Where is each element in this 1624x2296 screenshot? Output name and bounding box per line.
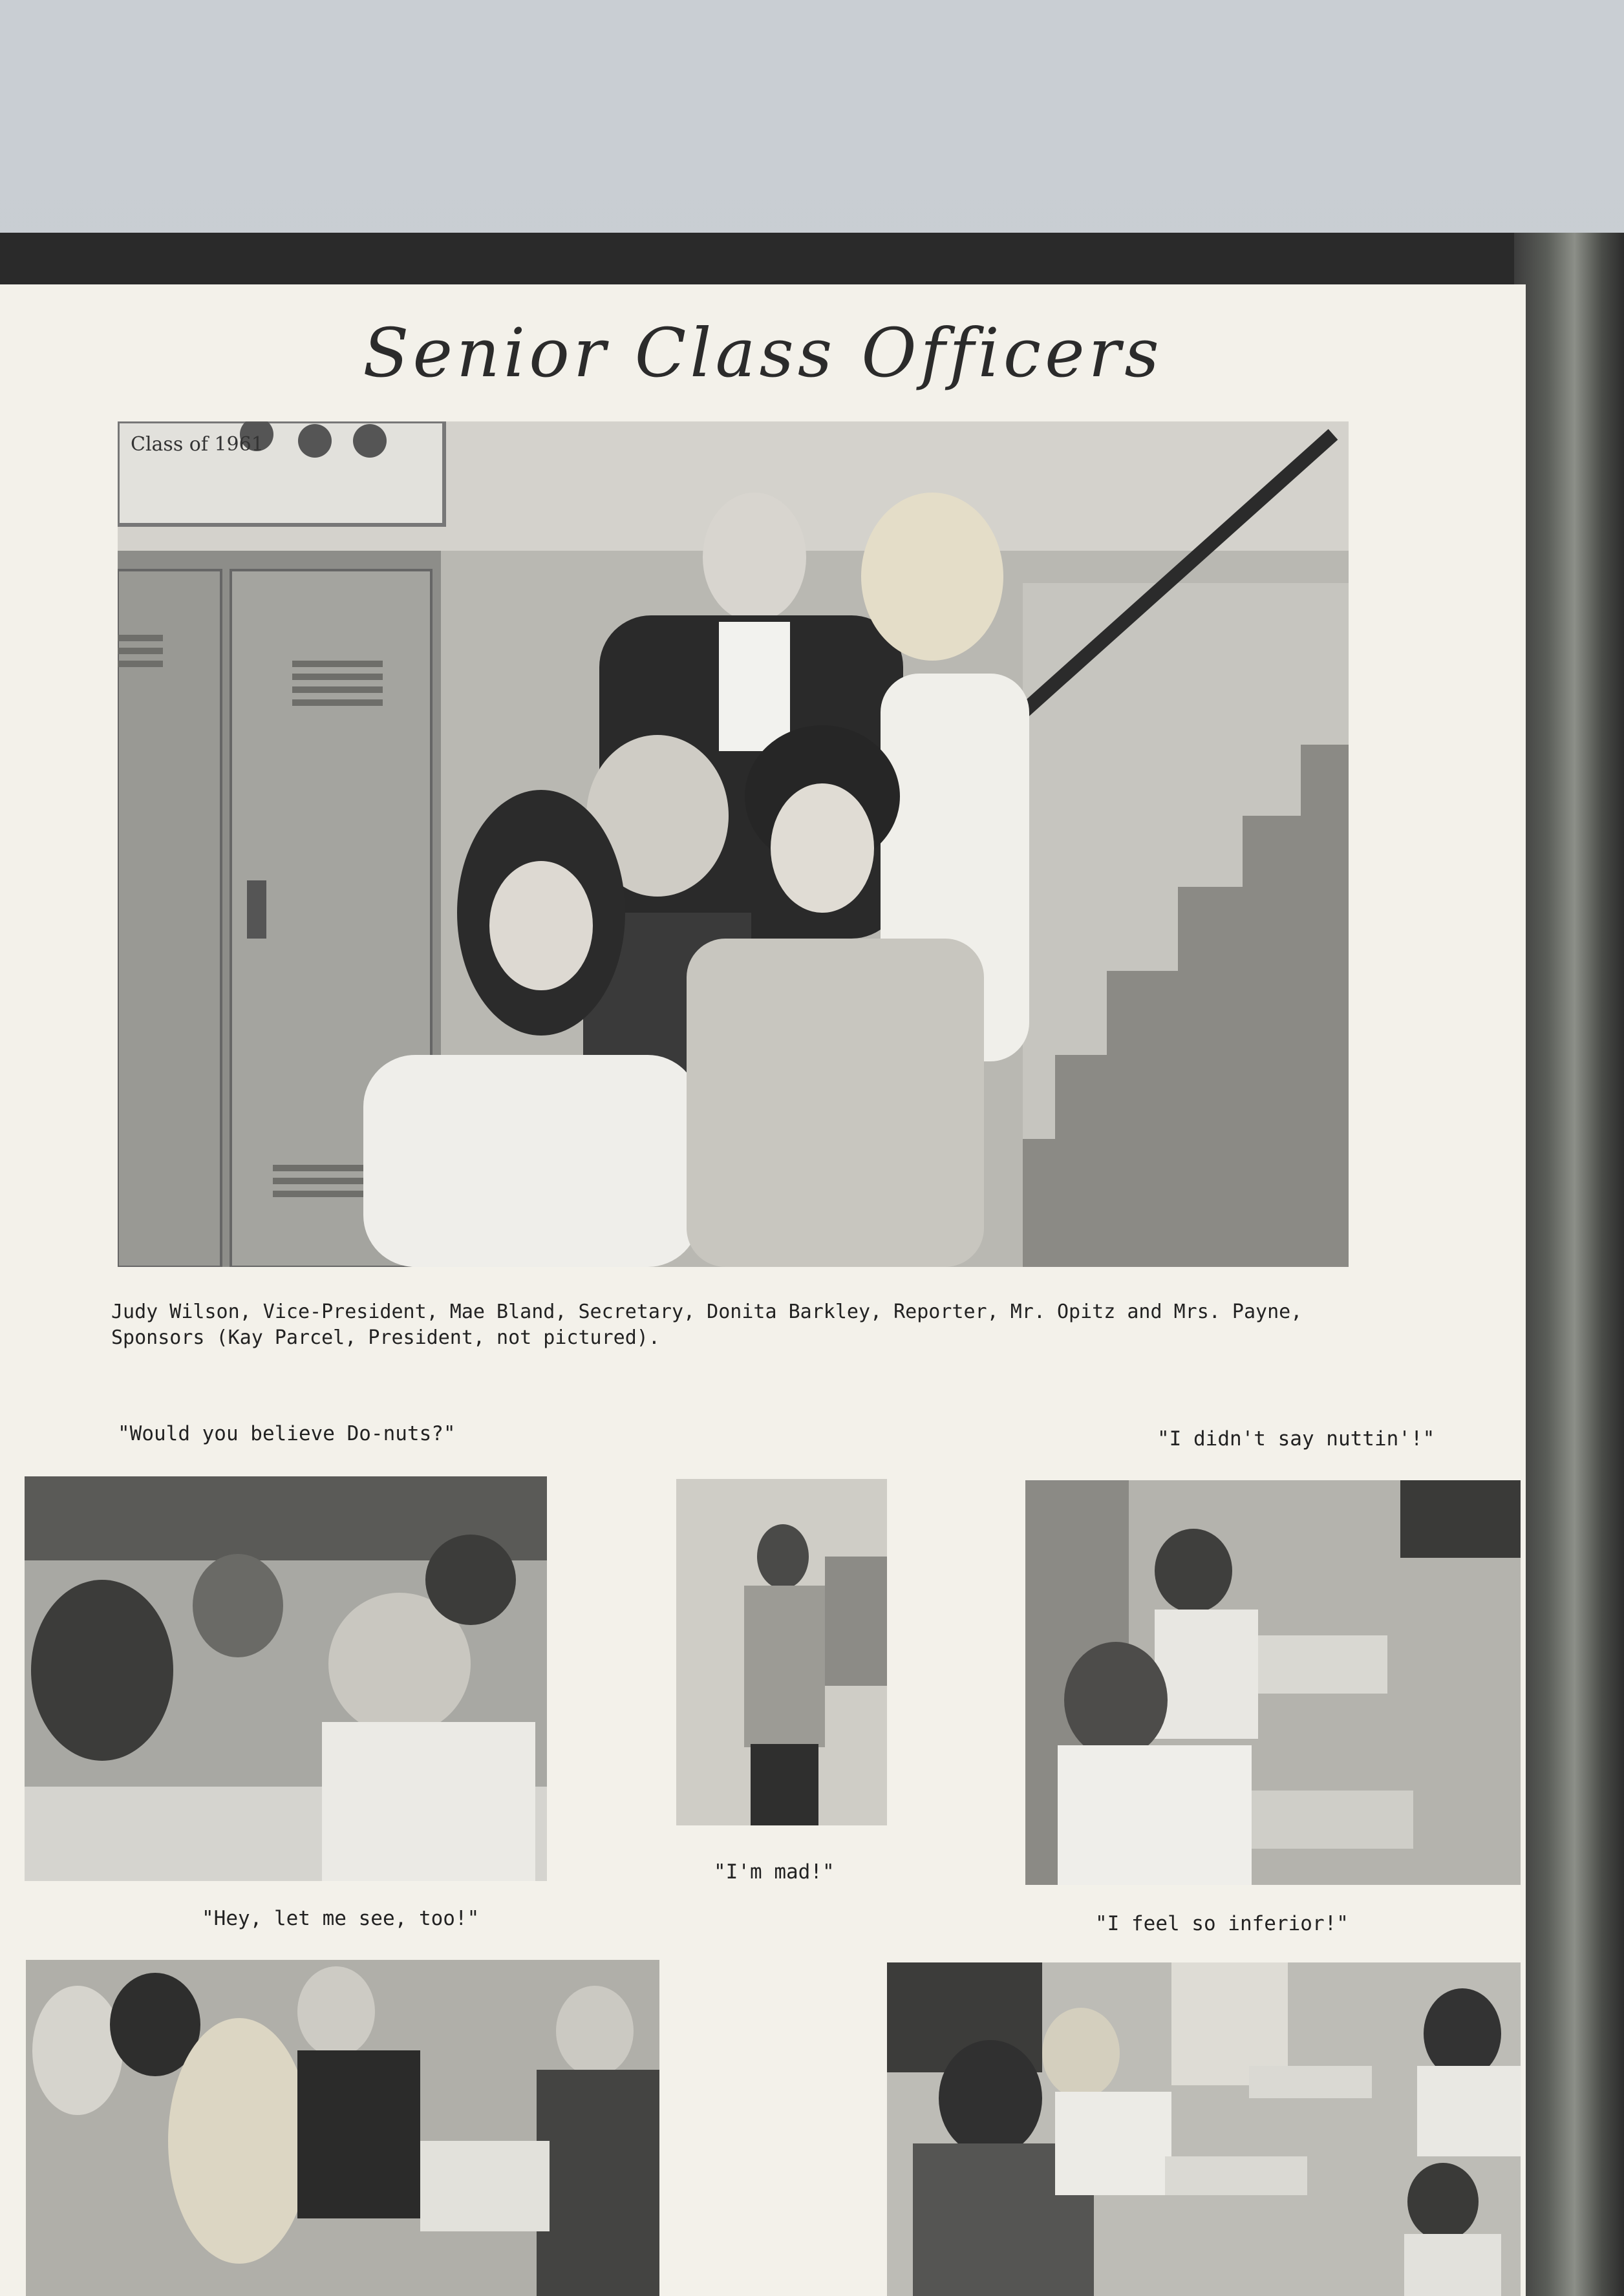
officers-photo bbox=[118, 421, 1349, 1267]
caption-donuts: "Would you believe Do-nuts?" bbox=[118, 1422, 456, 1445]
caption-mad: "I'm mad!" bbox=[714, 1860, 835, 1884]
officers-caption: Judy Wilson, Vice-President, Mae Bland, Secretary, Donita Barkley, Reporter, Mr. Opitz and Mrs. Payne, Sponsors (Kay Parcel, President, not pictured). bbox=[111, 1301, 1303, 1349]
student-standing-photo bbox=[676, 1479, 887, 1825]
classroom-photo-let-me-see bbox=[26, 1960, 659, 2296]
plaque-text: Class of 1961 bbox=[131, 433, 264, 456]
classroom-photo-inferior bbox=[1025, 1480, 1521, 1885]
classroom-photo-desks bbox=[887, 1962, 1521, 2296]
classroom-photo-donuts bbox=[25, 1476, 547, 1881]
page-title: Senior Class Officers bbox=[363, 314, 1163, 392]
caption-inferior: "I feel so inferior!" bbox=[1095, 1912, 1349, 1935]
cover-edge bbox=[1514, 233, 1624, 2296]
caption-let-me-see: "Hey, let me see, too!" bbox=[202, 1907, 480, 1930]
caption-nuttin: "I didn't say nuttin'!" bbox=[1157, 1427, 1435, 1451]
